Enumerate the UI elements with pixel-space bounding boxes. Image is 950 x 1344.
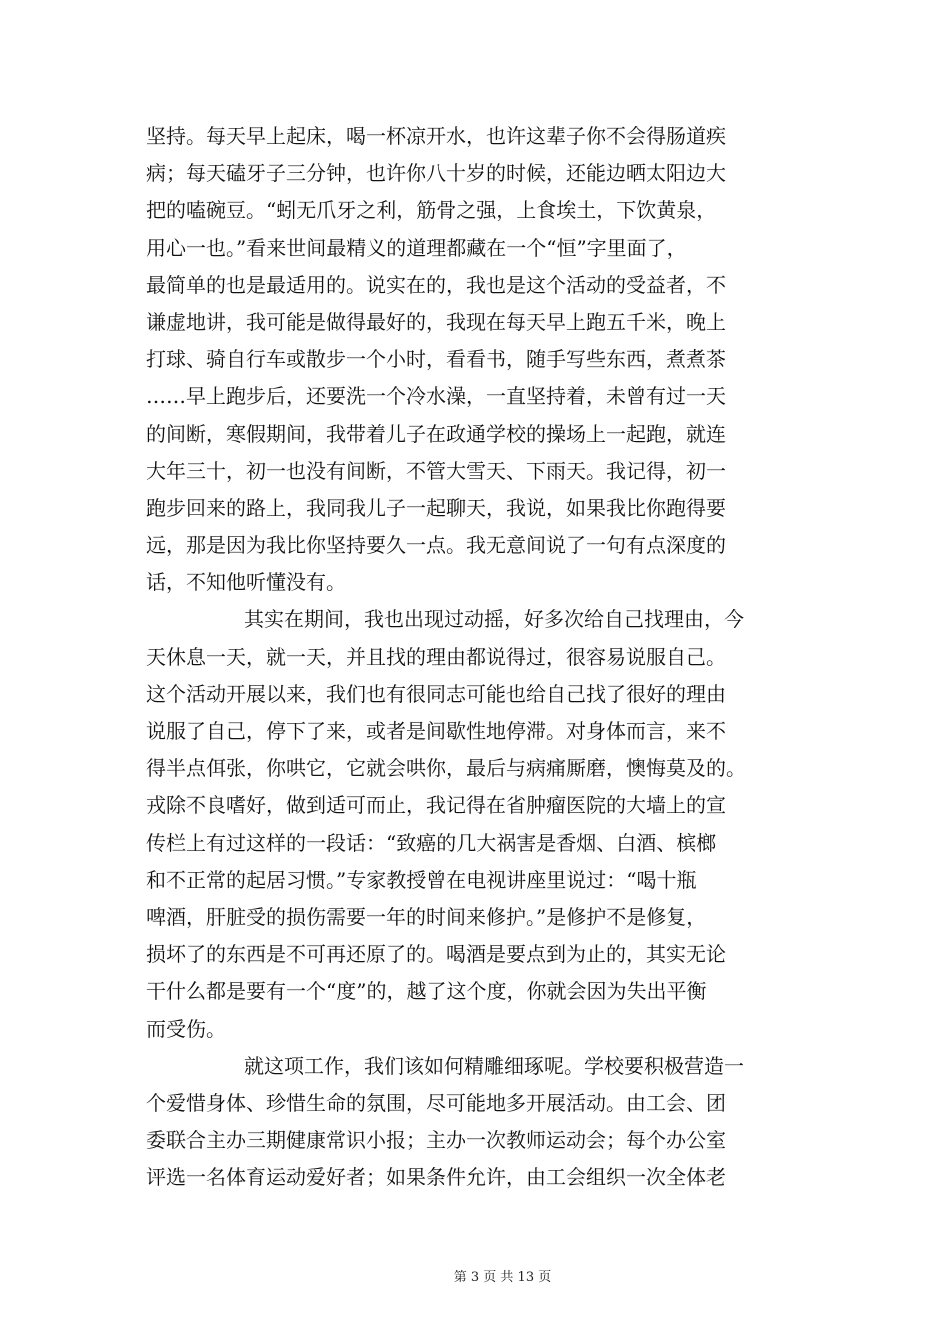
text-line: 的间断，寒假期间，我带着儿子在政通学校的操场上一起跑，就连	[146, 421, 726, 446]
text-line: 个爱惜身体、珍惜生命的氛围，尽可能地多开展活动。由工会、团	[146, 1090, 726, 1115]
text-line: 打球、骑自行车或散步一个小时，看看书，随手写些东西，煮煮茶	[146, 347, 726, 372]
text-line: 损坏了的东西是不可再还原了的。喝酒是要点到为止的，其实无论	[146, 942, 726, 967]
text-line: 而受伤。	[146, 1016, 226, 1041]
text-line: 评选一名体育运动爱好者；如果条件允许，由工会组织一次全体老	[146, 1165, 726, 1190]
text-line: 用心一也。”看来世间最精义的道理都藏在一个“恒”字里面了，	[146, 235, 687, 260]
text-line: 谦虚地讲，我可能是做得最好的，我现在每天早上跑五千米，晚上	[146, 309, 726, 334]
text-line: 啤酒，肝脏受的损伤需要一年的时间来修护。”是修护不是修复，	[146, 904, 707, 929]
text-line: 把的嗑碗豆。“蚓无爪牙之利，筋骨之强，上食埃土，下饮黄泉，	[146, 198, 717, 223]
body-text	[146, 118, 816, 1196]
page-number-footer: 第 3 页 共 13 页	[453, 1270, 552, 1285]
text-line: 远，那是因为我比你坚持要久一点。我无意间说了一句有点深度的	[146, 533, 726, 558]
text-line: 跑步回来的路上，我同我儿子一起聊天，我说，如果我比你跑得要	[146, 495, 726, 520]
text-line: 病；每天磕牙子三分钟，也许你八十岁的时候，还能边晒太阳边大	[146, 161, 726, 186]
text-line: 最简单的也是最适用的。说实在的，我也是这个活动的受益者，不	[146, 272, 726, 297]
text-line: 说服了自己，停下了来，或者是间歇性地停滞。对身体而言，来不	[146, 719, 726, 743]
paragraph-start-line: 其实在期间，我也出现过动摇，好多次给自己找理由，今	[244, 607, 744, 632]
text-line: 这个活动开展以来，我们也有很同志可能也给自己找了很好的理由	[146, 681, 726, 706]
text-line: ……早上跑步后，还要洗一个冷水澡，一直坚持着，未曾有过一天	[146, 384, 726, 409]
text-line: 大年三十，初一也没有间断，不管大雪天、下雨天。我记得，初一	[146, 458, 726, 483]
text-line: 委联合主办三期健康常识小报；主办一次教师运动会；每个办公室	[146, 1128, 726, 1153]
text-line: 得半点佴张，你哄它，它就会哄你，最后与病痛厮磨，懊悔莫及的。	[146, 756, 746, 781]
text-line: 天休息一天，就一天，并且找的理由都说得过，很容易说服自己。	[146, 644, 726, 669]
text-line: 话，不知他听懂没有。	[146, 570, 346, 595]
text-line: 和不正常的起居习惯。”专家教授曾在电视讲座里说过：“喝十瓶	[146, 867, 697, 892]
paragraph-start-line: 就这项工作，我们该如何精雕细琢呢。学校要积极营造一	[244, 1053, 744, 1078]
text-line: 干什么都是要有一个“度”的，越了这个度，你就会因为失出平衡	[146, 979, 707, 1004]
text-line: 传栏上有过这样的一段话：“致癌的几大祸害是香烟、白酒、槟榔	[146, 830, 717, 855]
text-line: 坚持。每天早上起床，喝一杯凉开水，也许这辈子你不会得肠道疾	[146, 124, 726, 148]
text-line: 戎除不良嗜好，做到适可而止，我记得在省肿瘤医院的大墙上的宣	[146, 793, 726, 818]
